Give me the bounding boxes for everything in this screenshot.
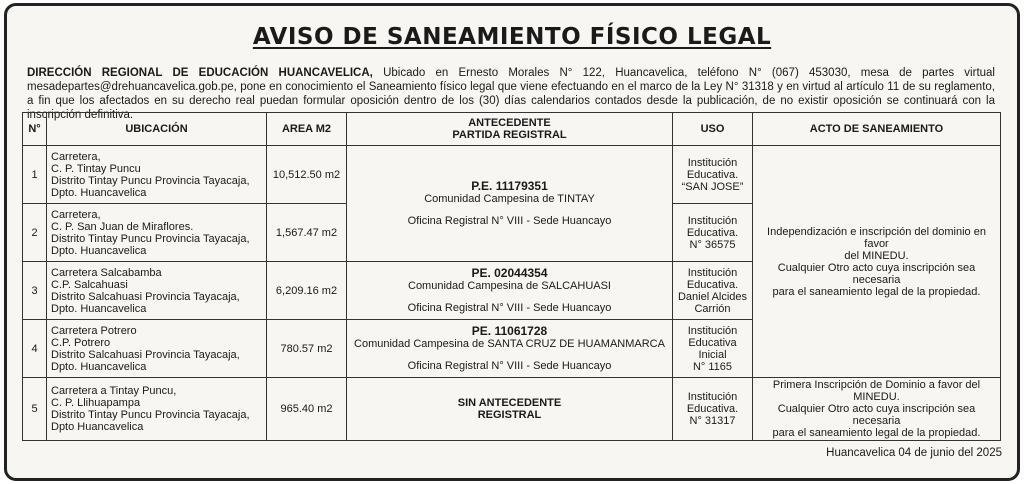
row-acto: Independización e inscripción del dominio en favor del MINEDU. Cualquier Otro acto cuya inscripción sea necesaria para el saneamiento legal de la propiedad. (753, 146, 1001, 378)
row-area: 6,209.16 m2 (267, 262, 347, 320)
header-antecedente: ANTECEDENTE PARTIDA REGISTRAL (347, 113, 673, 146)
row-uso: Institución Educativa. N° 36575 (673, 204, 753, 262)
row-number: 3 (23, 262, 47, 320)
row-area: 10,512.50 m2 (267, 146, 347, 204)
header-ubicacion: UBICACIÓN (47, 113, 267, 146)
row-uso: Institución Educativa Inicial N° 1165 (673, 320, 753, 378)
date-footer: Huancavelica 04 de junio del 2025 (826, 447, 1002, 459)
row-uso: Institución Educativa. Daniel Alcides Carrión (673, 262, 753, 320)
row-uso: Institución Educativa. “SAN JOSE” (673, 146, 753, 204)
header-area: AREA M2 (267, 113, 347, 146)
intro-entity: DIRECCIÓN REGIONAL DE EDUCACIÓN HUANCAVELICA, (27, 67, 373, 79)
row-number: 1 (23, 146, 47, 204)
saneamiento-table (22, 112, 1001, 441)
row-number: 2 (23, 204, 47, 262)
row-area: 780.57 m2 (267, 320, 347, 378)
row-ubicacion: Carretera, C. P. Tintay Puncu Distrito Tintay Puncu Provincia Tayacaja, Dpto. Huancavelica (47, 146, 267, 204)
row-area: 965.40 m2 (267, 378, 347, 441)
row-ubicacion: Carretera Potrero C.P. Potrero Distrito Salcahuasi Provincia Tayacaja, Dpto. Huancavelica (47, 320, 267, 378)
row-uso: Institución Educativa. N° 31317 (673, 378, 753, 441)
row-ubicacion: Carretera, C. P. San Juan de Miraflores. Distrito Tintay Puncu Provincia Tayacaja, Dpto. Huancavelica (47, 204, 267, 262)
row-antecedente: P.E. 11179351 Comunidad Campesina de TINTAY Oficina Registral N° VIII - Sede Huancayo (347, 146, 673, 262)
header-uso: USO (673, 113, 753, 146)
row-number: 5 (23, 378, 47, 441)
row-antecedente: PE. 02044354 Comunidad Campesina de SALCAHUASI Oficina Registral N° VIII - Sede Huancayo (347, 262, 673, 320)
row-ubicacion: Carretera Salcabamba C.P. Salcahuasi Distrito Salcahuasi Provincia Tayacaja, Dpto. Huancavelica (47, 262, 267, 320)
row-acto: Primera Inscripción de Dominio a favor del MINEDU. Cualquier Otro acto cuya inscripción sea necesaria para el saneamiento legal de la propiedad. (753, 378, 1001, 441)
row-antecedente: SIN ANTECEDENTE REGISTRAL (347, 378, 673, 441)
header-acto: ACTO DE SANEAMIENTO (753, 113, 1001, 146)
table-header-row (23, 113, 1001, 146)
row-number: 4 (23, 320, 47, 378)
intro-text: Ubicado en Ernesto Morales N° 122, Huancavelica, teléfono N° (067) 453030, mesa de partes virtual mesadepartes@drehuancavelica.gob.pe, pone en conocimiento el Saneamiento físico legal que viene efectuando en el marco de la Ley N° 31318 y en virtud al artículo 11 de su reglamento, a fin que los afectados en su derecho real puedan formular oposición dentro de los (30) días calendarios contados desde la publicación, de no existir oposición se continuará con la inscripción definitiva. (27, 67, 995, 121)
row-area: 1,567.47 m2 (267, 204, 347, 262)
notice-title: AVISO DE SANEAMIENTO FÍSICO LEGAL (252, 24, 772, 50)
row-ubicacion: Carretera a Tintay Puncu, C. P. Llihuapampa Distrito Tintay Puncu Provincia Tayacaja, Dpto Huancavelica (47, 378, 267, 441)
header-num: N° (23, 113, 47, 146)
table-row (23, 378, 1001, 441)
table-row (23, 146, 1001, 204)
row-antecedente: PE. 11061728 Comunidad Campesina de SANTA CRUZ DE HUAMANMARCA Oficina Registral N° VIII - Sede Huancayo (347, 320, 673, 378)
